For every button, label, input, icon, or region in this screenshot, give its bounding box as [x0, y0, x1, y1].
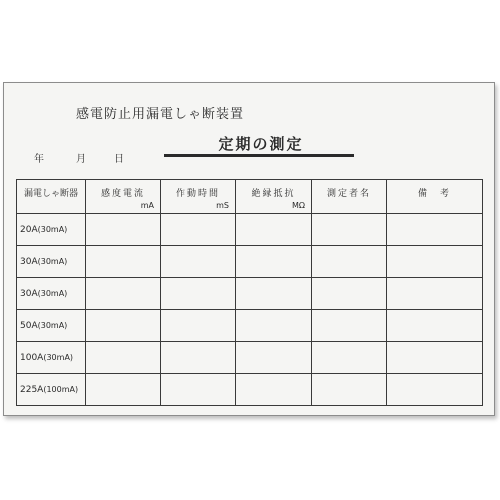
- header-insulation-resistance: 絶縁抵抗 MΩ: [236, 180, 312, 214]
- table-row: [17, 310, 483, 342]
- breaker-rating: 100A: [20, 352, 44, 363]
- table-row: [17, 374, 483, 406]
- measurer-name-cell: [312, 374, 387, 406]
- remarks-cell: [387, 310, 483, 342]
- measurer-name-cell: [312, 278, 387, 310]
- table-row: [17, 246, 483, 278]
- breaker-rating-cell: [17, 310, 86, 342]
- breaker-sensitivity: (30mA): [37, 224, 68, 234]
- breaker-rating: 225A: [20, 384, 44, 395]
- table-header-row: [17, 180, 483, 214]
- sensitivity-current-cell: [86, 214, 161, 246]
- remarks-cell: [387, 374, 483, 406]
- breaker-rating-cell: [17, 342, 86, 374]
- table-row: [17, 342, 483, 374]
- operating-time-cell: [161, 214, 236, 246]
- measurer-name-cell: [312, 310, 387, 342]
- breaker-sensitivity: (100mA): [43, 384, 79, 394]
- breaker-rating: 30A: [20, 288, 38, 299]
- header-remarks: 備 考: [387, 180, 483, 214]
- measurer-name-cell: [312, 342, 387, 374]
- table-row: [17, 278, 483, 310]
- remarks-cell: [387, 214, 483, 246]
- insulation-resistance-cell: [236, 214, 312, 246]
- insulation-resistance-cell: [236, 278, 312, 310]
- operating-time-cell: [161, 246, 236, 278]
- breaker-rating-cell: [17, 278, 86, 310]
- measurement-table: [16, 179, 483, 406]
- operating-time-cell: [161, 310, 236, 342]
- insulation-resistance-cell: [236, 246, 312, 278]
- operating-time-cell: [161, 278, 236, 310]
- inspection-form-card: [3, 82, 495, 416]
- breaker-rating: 30A: [20, 256, 38, 267]
- breaker-rating: 50A: [20, 320, 38, 331]
- sensitivity-current-cell: [86, 310, 161, 342]
- sensitivity-current-cell: [86, 278, 161, 310]
- year-label: 年: [34, 154, 44, 165]
- operating-time-cell: [161, 342, 236, 374]
- breaker-sensitivity: (30mA): [37, 256, 68, 266]
- breaker-sensitivity: (30mA): [43, 352, 74, 362]
- breaker-sensitivity: (30mA): [37, 320, 68, 330]
- table-row: [17, 214, 483, 246]
- header-sensitivity-current: 感度電流 mA: [86, 180, 161, 214]
- insulation-resistance-cell: [236, 342, 312, 374]
- day-label: 日: [114, 154, 124, 165]
- unit-ms: mS: [216, 201, 229, 210]
- sensitivity-current-cell: [86, 342, 161, 374]
- header-measurer-name: 測定者名: [312, 180, 387, 214]
- breaker-rating-cell: [17, 374, 86, 406]
- unit-ma: mA: [140, 201, 154, 210]
- insulation-resistance-cell: [236, 310, 312, 342]
- breaker-rating: 20A: [20, 224, 38, 235]
- insulation-resistance-cell: [236, 374, 312, 406]
- month-label: 月: [76, 154, 86, 165]
- operating-time-cell: [161, 374, 236, 406]
- form-subtitle: 定期の測定: [218, 135, 304, 153]
- subtitle-underline: [164, 154, 354, 157]
- remarks-cell: [387, 246, 483, 278]
- breaker-sensitivity: (30mA): [37, 288, 68, 298]
- remarks-cell: [387, 278, 483, 310]
- remarks-cell: [387, 342, 483, 374]
- breaker-rating-cell: [17, 214, 86, 246]
- header-breaker: 漏電しゃ断器: [17, 180, 86, 214]
- form-title: 感電防止用漏電しゃ断装置: [76, 107, 245, 122]
- sensitivity-current-cell: [86, 246, 161, 278]
- measurer-name-cell: [312, 246, 387, 278]
- sensitivity-current-cell: [86, 374, 161, 406]
- unit-mohm: MΩ: [291, 201, 305, 210]
- breaker-rating-cell: [17, 246, 86, 278]
- measurer-name-cell: [312, 214, 387, 246]
- header-operating-time: 作動時間 mS: [161, 180, 236, 214]
